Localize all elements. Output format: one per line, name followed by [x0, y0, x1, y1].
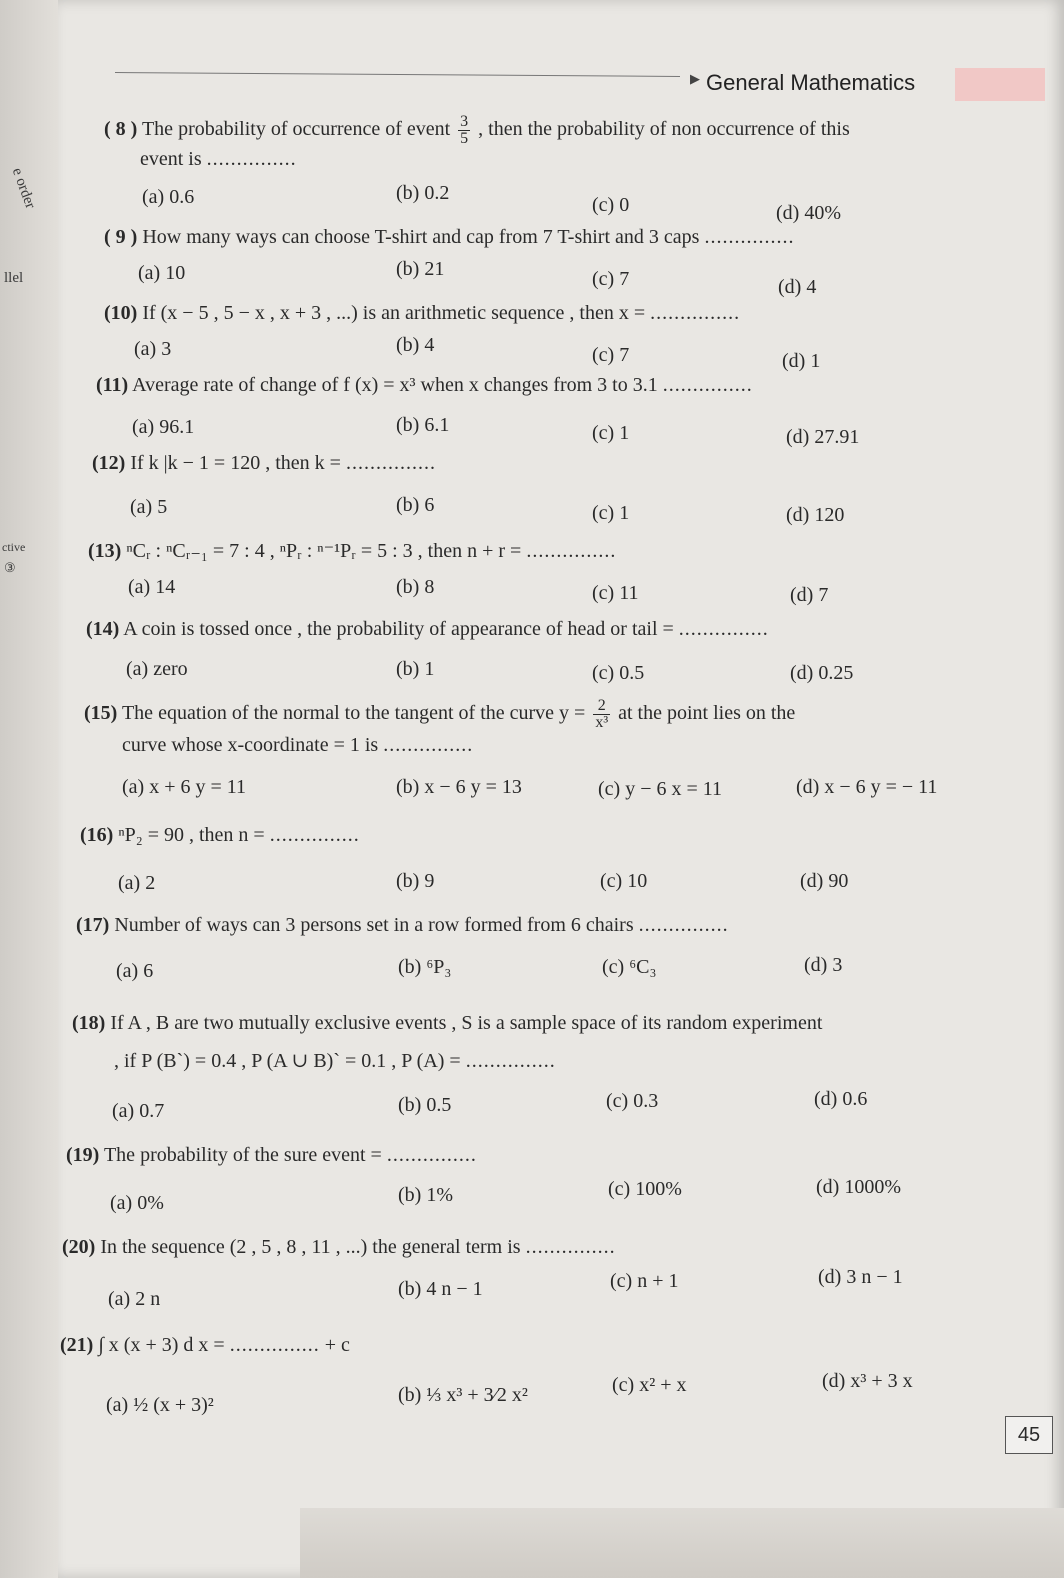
- option: (d) x − 6 y = − 11: [796, 776, 938, 798]
- option: (c) 11: [592, 582, 639, 604]
- option: (d) 3 n − 1: [818, 1266, 903, 1288]
- option: (a) 5: [130, 496, 168, 518]
- option: (c) 7: [592, 344, 630, 366]
- option: (a) 14: [128, 576, 176, 598]
- option: (b) 8: [396, 576, 435, 598]
- option: (a) 0.6: [142, 186, 195, 208]
- option: (b) 0.5: [398, 1094, 452, 1116]
- fraction: $\frac{2}{\text{x³}}$: [595, 697, 609, 731]
- question-20: (20) In the sequence (2 , 5 , 8 , 11 , ...) the general term is ...............: [62, 1236, 616, 1258]
- margin-text: llel: [4, 270, 24, 286]
- option: (a) 6: [116, 960, 154, 982]
- option: (b) 9: [396, 870, 435, 892]
- option: (b) 6.1: [396, 414, 450, 436]
- option: (c) y − 6 x = 11: [598, 778, 723, 800]
- option: (b) 1%: [398, 1184, 453, 1206]
- option: (c) x² + x: [612, 1374, 687, 1396]
- option: (a) x + 6 y = 11: [122, 776, 247, 798]
- option: (a) 2: [118, 872, 156, 894]
- option: (a) zero: [126, 658, 188, 680]
- triangle-right-icon: ▶: [690, 71, 700, 86]
- option: (b) 4 n − 1: [398, 1278, 483, 1300]
- question-text: The probability of occurrence of event: [141, 118, 451, 141]
- fraction: $\frac{3}{5}$: [460, 113, 469, 147]
- question-18: (18) If A , B are two mutually exclusive events , S is a sample space of its random experiment: [72, 1012, 823, 1034]
- option: (a) 0%: [110, 1192, 164, 1214]
- option: (d) 1000%: [816, 1176, 901, 1198]
- option: (a) 96.1: [132, 416, 195, 438]
- question-11: (11) Average rate of change of f (x) = x³ when x changes from 3 to 3.1 ...............: [96, 374, 753, 396]
- option: (d) 0.25: [790, 662, 854, 684]
- question-8-line2: event is ...............: [140, 148, 297, 170]
- question-21: (21) ∫ x (x + 3) d x = ............... + c: [60, 1334, 350, 1356]
- question-15: (15) The equation of the normal to the tangent of the curve y = $\frac{2}{\text{x³}}$ at the point lies on the: [84, 697, 796, 731]
- option: (b) 21: [396, 258, 445, 280]
- question-15-line2: curve whose x-coordinate = 1 is ...............: [122, 734, 474, 756]
- option: (b) 6: [396, 494, 435, 516]
- option: (b) ⅓ x³ + 3⁄2 x²: [398, 1384, 528, 1406]
- question-16: (16) ⁿP₂ = 90 , then n = ...............: [80, 824, 360, 846]
- option: (c) 0.3: [606, 1090, 659, 1112]
- margin-text: ctive: [2, 540, 26, 554]
- option: (c) 0.5: [592, 662, 645, 684]
- option: (a) 0.7: [112, 1100, 165, 1122]
- option: (d) 0.6: [814, 1088, 868, 1110]
- margin-text: e order: [8, 165, 39, 211]
- option: (b) 1: [396, 658, 435, 680]
- page-number: 45: [1005, 1416, 1053, 1454]
- option: (a) 2 n: [108, 1288, 161, 1310]
- page-bottom-shadow: [300, 1508, 1064, 1578]
- option: (d) x³ + 3 x: [822, 1370, 913, 1392]
- question-18-line2: , if P (B`) = 0.4 , P (A ∪ B)` = 0.1 , P (A) = ...............: [114, 1050, 556, 1072]
- option: (d) 40%: [776, 202, 841, 224]
- option: (c) 1: [592, 422, 630, 444]
- margin-text: ③: [4, 560, 16, 575]
- facing-page-strip: [0, 0, 58, 1578]
- option: (b) x − 6 y = 13: [396, 776, 522, 798]
- question-9: ( 9 ) How many ways can choose T-shirt and cap from 7 T-shirt and 3 caps ...............: [104, 226, 795, 248]
- option: (c) 1: [592, 502, 630, 524]
- option: (c) 10: [600, 870, 648, 892]
- option: (a) 3: [134, 338, 172, 360]
- option: (b) 0.2: [396, 182, 450, 204]
- option: (c) ⁶C₃: [602, 956, 657, 978]
- option: (d) 90: [800, 870, 849, 892]
- question-19: (19) The probability of the sure event = ...............: [66, 1144, 477, 1166]
- option: (d) 120: [786, 504, 845, 526]
- option: (c) 0: [592, 194, 630, 216]
- option: (a) ½ (x + 3)²: [106, 1394, 214, 1416]
- page-header-title: General Mathematics: [706, 70, 916, 95]
- question-10: (10) If (x − 5 , 5 − x , x + 3 , ...) is an arithmetic sequence , then x = ...............: [104, 302, 741, 324]
- question-13: (13) ⁿCᵣ : ⁿCᵣ₋₁ = 7 : 4 , ⁿPᵣ : ⁿ⁻¹Pᵣ = 5 : 3 , then n + r = ...............: [88, 540, 617, 562]
- option: (d) 7: [790, 584, 829, 606]
- question-8: [104, 114, 850, 147]
- option: (c) 100%: [608, 1178, 682, 1200]
- option: (d) 4: [778, 276, 817, 298]
- option: (b) ⁶P₃: [398, 956, 452, 978]
- option: (c) 7: [592, 268, 630, 290]
- option: (d) 3: [804, 954, 843, 976]
- question-number: ( 8 ): [104, 118, 138, 141]
- option: (a) 10: [138, 262, 186, 284]
- option: (d) 1: [782, 350, 821, 372]
- option: (c) n + 1: [610, 1270, 679, 1292]
- header-accent-block: [955, 68, 1045, 101]
- question-text: , then the probability of non occurrence of this: [478, 118, 850, 141]
- question-12: (12) If k |k − 1 = 120 , then k = ...............: [92, 452, 436, 474]
- option: (d) 27.91: [786, 426, 860, 448]
- option: (b) 4: [396, 334, 435, 356]
- question-17: (17) Number of ways can 3 persons set in a row formed from 6 chairs ...............: [76, 914, 729, 936]
- question-14: (14) A coin is tossed once , the probability of appearance of head or tail = ...............: [86, 618, 769, 640]
